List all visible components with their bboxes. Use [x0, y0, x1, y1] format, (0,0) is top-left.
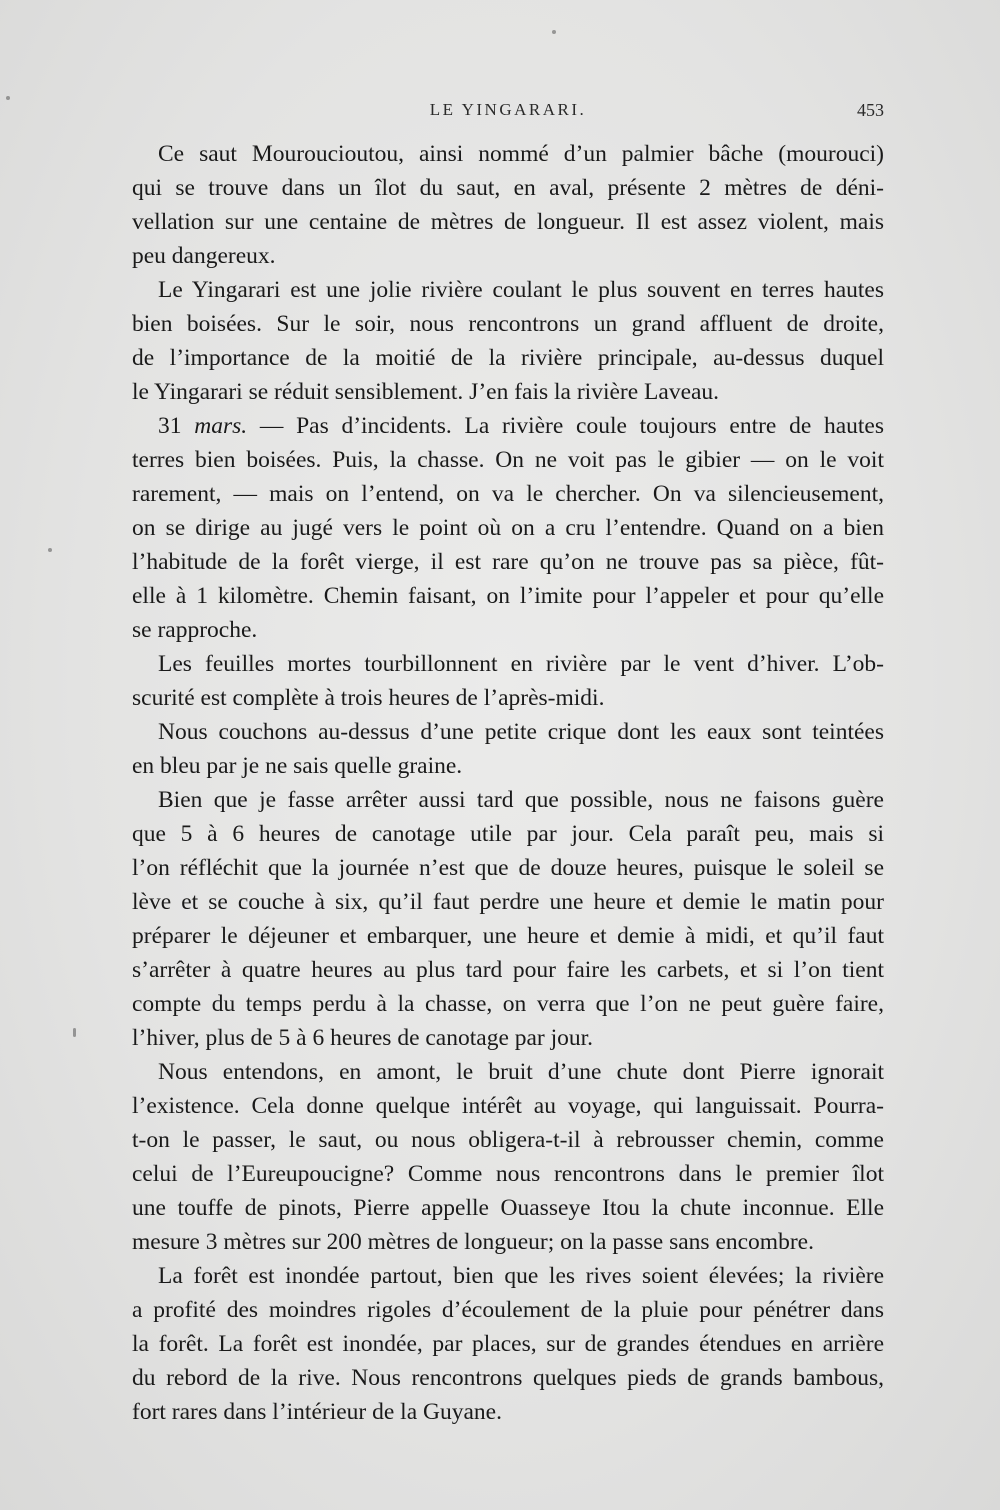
- text-line: Le Yingarari est une jolie rivière coulant le plus souvent en terres hautes: [158, 277, 884, 303]
- body-text: [132, 137, 884, 1429]
- text-line: celui de l’Eureupoucigne? Comme nous rencontrons dans le premier îlot: [132, 1161, 884, 1187]
- running-head: [132, 100, 884, 128]
- page-number: 453: [857, 100, 884, 120]
- text-line: qui se trouve dans un îlot du saut, en aval, présente 2 mètres de déni-: [132, 175, 884, 201]
- entry-date-month: mars.: [194, 413, 248, 439]
- text-line: Ce saut Mouroucioutou, ainsi nommé d’un palmier bâche (mourouci): [158, 141, 884, 167]
- text-line: on se dirige au jugé vers le point où on a cru l’entendre. Quand on a bien: [132, 515, 884, 541]
- text-line: une touffe de pinots, Pierre appelle Ouasseye Itou la chute inconnue. Elle: [132, 1195, 884, 1221]
- text-line: l’on réfléchit que la journée n’est que de douze heures, puisque le soleil se: [132, 855, 884, 881]
- text-line: t-on le passer, le saut, ou nous obligera-t-il à rebrousser chemin, comme: [132, 1127, 884, 1153]
- text-line: préparer le déjeuner et embarquer, une heure et demie à midi, et qu’il faut: [132, 923, 884, 949]
- text-line: la forêt. La forêt est inondée, par places, sur de grandes étendues en arrière: [132, 1331, 884, 1357]
- print-speck: [552, 30, 556, 34]
- text-line: de l’importance de la moitié de la rivière principale, au-dessus duquel: [132, 345, 884, 371]
- text-line: que 5 à 6 heures de canotage utile par jour. Cela paraît peu, mais si: [132, 821, 884, 847]
- text-line: Nous entendons, en amont, le bruit d’une chute dont Pierre ignorait: [158, 1059, 884, 1085]
- text-line: bien boisées. Sur le soir, nous rencontrons un grand affluent de droite,: [132, 311, 884, 337]
- text-line: en bleu par je ne sais quelle graine.: [132, 753, 463, 779]
- text-line: l’existence. Cela donne quelque intérêt au voyage, qui languissait. Pourra-: [132, 1093, 884, 1119]
- text-line: l’habitude de la forêt vierge, il est rare qu’on ne trouve pas sa pièce, fût-: [132, 549, 884, 575]
- running-title: LE YINGARARI.: [429, 100, 587, 119]
- print-speck: [6, 96, 10, 100]
- text-line: s’arrêter à quatre heures au plus tard pour faire les carbets, et si l’on tient: [132, 957, 884, 983]
- text-line: du rebord de la rive. Nous rencontrons quelques pieds de grands bambous,: [132, 1365, 884, 1391]
- text-line: La forêt est inondée partout, bien que les rives soient élevées; la rivière: [158, 1263, 884, 1289]
- text-line: Bien que je fasse arrêter aussi tard que possible, nous ne faisons guère: [158, 787, 884, 813]
- text-line: terres bien boisées. Puis, la chasse. On ne voit pas le gibier — on le voit: [132, 447, 884, 473]
- text-line: a profité des moindres rigoles d’écoulement de la pluie pour pénétrer dans: [132, 1297, 884, 1323]
- text-line: lève et se couche à six, qu’il faut perdre une heure et demie le matin pour: [132, 889, 884, 915]
- dated-entry-line: [132, 409, 884, 443]
- text-line: l’hiver, plus de 5 à 6 heures de canotage par jour.: [132, 1025, 594, 1051]
- text-line: fort rares dans l’intérieur de la Guyane.: [132, 1399, 502, 1425]
- text-line: Les feuilles mortes tourbillonnent en rivière par le vent d’hiver. L’ob-: [158, 651, 884, 677]
- text-line: se rapproche.: [132, 617, 258, 643]
- text-line: Nous couchons au-dessus d’une petite crique dont les eaux sont teintées: [158, 719, 884, 745]
- entry-date-day: 31: [158, 413, 195, 439]
- text-line: compte du temps perdu à la chasse, on verra que l’on ne peut guère faire,: [132, 991, 884, 1017]
- text-line: rarement, — mais on l’entend, on va le chercher. On va silencieusement,: [132, 481, 884, 507]
- text-line: elle à 1 kilomètre. Chemin faisant, on l’imite pour l’appeler et pour qu’elle: [132, 583, 884, 609]
- print-speck: [73, 1028, 76, 1037]
- text-line: mesure 3 mètres sur 200 mètres de longueur; on la passe sans encombre.: [132, 1229, 814, 1255]
- text-line: scurité est complète à trois heures de l’après-midi.: [132, 685, 605, 711]
- text-line: le Yingarari se réduit sensiblement. J’en fais la rivière Laveau.: [132, 379, 720, 405]
- print-speck: [48, 548, 52, 552]
- text-line: vellation sur une centaine de mètres de longueur. Il est assez violent, mais: [132, 209, 884, 235]
- entry-text: — Pas d’incidents. La rivière coule toujours entre de hautes: [259, 413, 884, 439]
- text-line: peu dangereux.: [132, 243, 276, 269]
